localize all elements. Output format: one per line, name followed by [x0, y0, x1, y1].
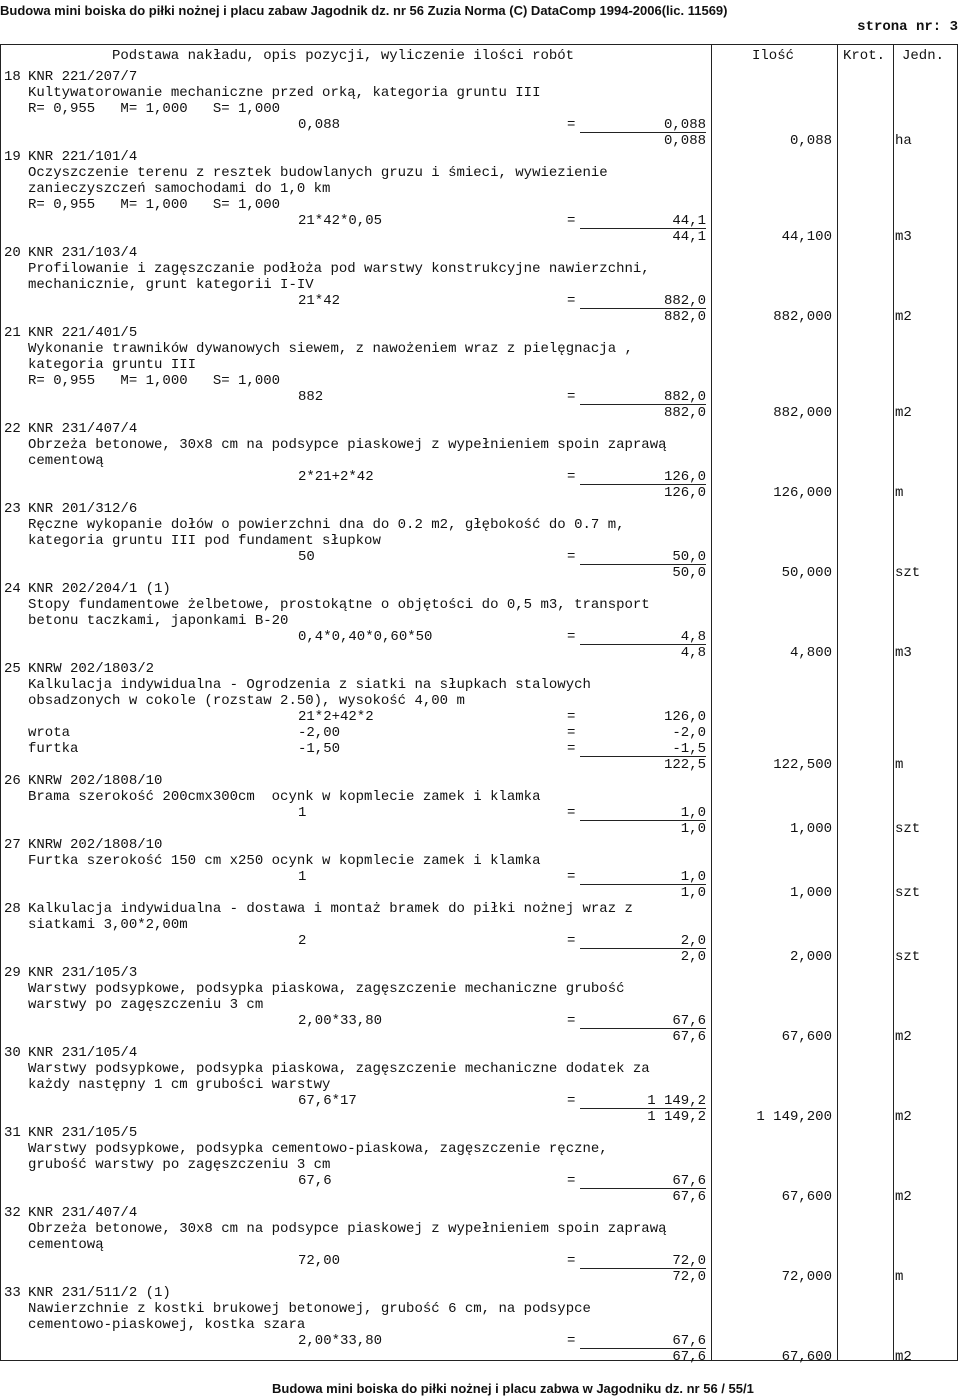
- item-code: KNRW 202/1808/10: [28, 773, 163, 789]
- item-number: 28: [4, 901, 21, 917]
- column-divider: [837, 45, 838, 1360]
- item-number: 32: [4, 1205, 21, 1221]
- item-description: Kultywatorowanie mechaniczne przed orką, kategoria gruntu III: [28, 85, 541, 101]
- item-unit: m2: [895, 309, 912, 325]
- item-description: cementową: [28, 1237, 104, 1253]
- item-description: Obrzeża betonowe, 30x8 cm na podsypce piaskowej z wypełnieniem spoin zaprawą: [28, 1221, 667, 1237]
- item-code: KNR 231/103/4: [28, 245, 138, 261]
- item-sum: 4,8: [680, 645, 706, 661]
- item-description: mechanicznie, grunt kategorii I-IV: [28, 277, 314, 293]
- item-number: 22: [4, 421, 21, 437]
- item-description: Wykonanie trawników dywanowych siewem, z nawożeniem wraz z pielęgnacja ,: [28, 341, 633, 357]
- item-unit: szt: [895, 565, 921, 581]
- calc-value: 72,0: [672, 1253, 706, 1269]
- calc-label: furtka: [28, 741, 79, 757]
- calc-equals: =: [567, 805, 576, 821]
- item-unit: m: [895, 757, 904, 773]
- item-unit: szt: [895, 949, 921, 965]
- column-header-description: Podstawa nakładu, opis pozycji, wyliczenie ilości robót: [112, 48, 575, 64]
- page-number: 3: [949, 19, 958, 35]
- calc-equals: =: [567, 1013, 576, 1029]
- calc-equals: =: [567, 1093, 576, 1109]
- item-unit: m3: [895, 229, 912, 245]
- item-code: KNR 231/407/4: [28, 1205, 138, 1221]
- item-description: kategoria gruntu III: [28, 357, 197, 373]
- page-footer: Budowa mini boiska do piłki nożnej i placu zabwa w Jagodniku dz. nr 56 / 55/1: [272, 1381, 754, 1396]
- item-description: R= 0,955 M= 1,000 S= 1,000: [28, 373, 281, 389]
- calc-equals: =: [567, 1173, 576, 1189]
- item-sum: 882,0: [663, 405, 706, 421]
- calc-expression: -2,00: [298, 725, 341, 741]
- calc-label: wrota: [28, 725, 71, 741]
- item-number: 19: [4, 149, 21, 165]
- calc-value: 1,0: [680, 805, 706, 821]
- item-description: cementowo-piaskowej, kostka szara: [28, 1317, 306, 1333]
- item-code: KNRW 202/1803/2: [28, 661, 155, 677]
- item-code: KNR 221/401/5: [28, 325, 138, 341]
- item-quantity: 1 149,200: [756, 1109, 832, 1125]
- item-code: KNR 231/105/3: [28, 965, 138, 981]
- item-quantity: 67,600: [781, 1189, 832, 1205]
- item-sum: 1 149,2: [647, 1109, 706, 1125]
- calc-equals: =: [567, 549, 576, 565]
- item-description: Ręczne wykopanie dołów o powierzchni dna do 0.2 m2, głębokość do 0.7 m,: [28, 517, 625, 533]
- item-number: 21: [4, 325, 21, 341]
- item-number: 18: [4, 69, 21, 85]
- item-number: 23: [4, 501, 21, 517]
- item-quantity: 72,000: [781, 1269, 832, 1285]
- item-description: obsadzonych w cokole (rozstaw 2.50), wysokość 4,00 m: [28, 693, 465, 709]
- item-unit: m: [895, 1269, 904, 1285]
- item-quantity: 1,000: [789, 821, 832, 837]
- calc-value: 126,0: [663, 469, 706, 485]
- item-quantity: 67,600: [781, 1029, 832, 1045]
- calc-value: 1 149,2: [647, 1093, 706, 1109]
- calc-expression: 21*42: [298, 293, 341, 309]
- item-description: betonu taczkami, japonkami B-20: [28, 613, 289, 629]
- item-description: Furtka szerokość 150 cm x250 ocynk w kopmlecie zamek i klamka: [28, 853, 541, 869]
- column-header-unit: Jedn.: [902, 48, 945, 64]
- calc-value: -1,5: [672, 741, 706, 757]
- item-unit: m2: [895, 1029, 912, 1045]
- calc-equals: =: [567, 213, 576, 229]
- calc-equals: =: [567, 629, 576, 645]
- item-code: KNR 231/105/4: [28, 1045, 138, 1061]
- calc-expression: 2: [298, 933, 307, 949]
- item-code: KNRW 202/1808/10: [28, 837, 163, 853]
- item-number: 24: [4, 581, 21, 597]
- item-description: Warstwy podsypkowe, podsypka piaskowa, zagęszczenie mechaniczne grubość: [28, 981, 625, 997]
- item-sum: 2,0: [680, 949, 706, 965]
- item-code: KNR 201/312/6: [28, 501, 138, 517]
- column-header-multiplier: Krot.: [843, 48, 886, 64]
- item-unit: m2: [895, 1109, 912, 1125]
- column-divider: [893, 45, 894, 1360]
- item-description: Profilowanie i zagęszczanie podłoża pod warstwy konstrukcyjne nawierzchni,: [28, 261, 650, 277]
- page-indicator: [857, 19, 958, 35]
- calc-value: 67,6: [672, 1333, 706, 1349]
- item-description: R= 0,955 M= 1,000 S= 1,000: [28, 101, 281, 117]
- item-unit: m3: [895, 645, 912, 661]
- item-sum: 122,5: [663, 757, 706, 773]
- item-number: 29: [4, 965, 21, 981]
- item-quantity: 44,100: [781, 229, 832, 245]
- calc-expression: 1: [298, 869, 307, 885]
- item-sum: 72,0: [672, 1269, 706, 1285]
- calc-equals: =: [567, 389, 576, 405]
- calc-value: 67,6: [672, 1013, 706, 1029]
- item-sum: 44,1: [672, 229, 706, 245]
- item-number: 20: [4, 245, 21, 261]
- item-description: siatkami 3,00*2,00m: [28, 917, 188, 933]
- item-description: Warstwy podsypkowe, podsypka piaskowa, zagęszczenie mechaniczne dodatek za: [28, 1061, 650, 1077]
- item-code: KNR 221/207/7: [28, 69, 138, 85]
- item-sum: 126,0: [663, 485, 706, 501]
- item-unit: m: [895, 485, 904, 501]
- calc-value: 126,0: [663, 709, 706, 725]
- item-description: Brama szerokość 200cmx300cm ocynk w kopmlecie zamek i klamka: [28, 789, 541, 805]
- calc-value: 44,1: [672, 213, 706, 229]
- calc-expression: 882: [298, 389, 324, 405]
- column-header-quantity: Ilość: [752, 48, 795, 64]
- calc-expression: 21*42*0,05: [298, 213, 383, 229]
- item-description: cementową: [28, 453, 104, 469]
- item-unit: m2: [895, 1189, 912, 1205]
- item-quantity: 126,000: [773, 485, 832, 501]
- item-code: KNR 221/101/4: [28, 149, 138, 165]
- item-code: Kalkulacja indywidualna - dostawa i montaż bramek do piłki nożnej wraz z: [28, 901, 633, 917]
- item-sum: 0,088: [663, 133, 706, 149]
- calc-expression: 21*2+42*2: [298, 709, 374, 725]
- project-title: Budowa mini boiska do piłki nożnej i placu zabaw Jagodnik dz. nr 56 Zuzia: [0, 3, 461, 18]
- calc-equals: =: [567, 117, 576, 133]
- calc-expression: 67,6*17: [298, 1093, 357, 1109]
- calc-equals: =: [567, 709, 576, 725]
- item-quantity: 50,000: [781, 565, 832, 581]
- item-sum: 67,6: [672, 1349, 706, 1365]
- calc-value: 2,0: [680, 933, 706, 949]
- document-title: [0, 3, 728, 18]
- page-label: strona nr:: [857, 19, 942, 35]
- calc-expression: 50: [298, 549, 315, 565]
- item-unit: szt: [895, 821, 921, 837]
- item-description: Stopy fundamentowe żelbetowe, prostokątne o objętości do 0,5 m3, transport: [28, 597, 650, 613]
- item-number: 33: [4, 1285, 21, 1301]
- item-description: warstwy po zagęszczeniu 3 cm: [28, 997, 264, 1013]
- item-sum: 67,6: [672, 1029, 706, 1045]
- item-unit: m2: [895, 405, 912, 421]
- item-number: 30: [4, 1045, 21, 1061]
- item-description: Kalkulacja indywidualna - Ogrodzenia z siatki na słupkach stalowych: [28, 677, 591, 693]
- item-quantity: 0,088: [789, 133, 832, 149]
- item-description: Obrzeża betonowe, 30x8 cm na podsypce piaskowej z wypełnieniem spoin zaprawą: [28, 437, 667, 453]
- item-code: KNR 231/407/4: [28, 421, 138, 437]
- calc-equals: =: [567, 725, 576, 741]
- calc-expression: 0,4*0,40*0,60*50: [298, 629, 433, 645]
- calc-expression: 72,00: [298, 1253, 341, 1269]
- item-description: każdy następny 1 cm grubości warstwy: [28, 1077, 331, 1093]
- item-sum: 67,6: [672, 1189, 706, 1205]
- calc-value: 0,088: [663, 117, 706, 133]
- item-unit: m2: [895, 1349, 912, 1365]
- calc-expression: -1,50: [298, 741, 341, 757]
- item-description: Warstwy podsypkowe, podsypka cementowo-piaskowa, zagęszczenie ręczne,: [28, 1141, 608, 1157]
- calc-expression: 0,088: [298, 117, 341, 133]
- item-description: Oczyszczenie terenu z resztek budowlanych gruzu i śmieci, wywiezienie: [28, 165, 608, 181]
- item-description: R= 0,955 M= 1,000 S= 1,000: [28, 197, 281, 213]
- calc-equals: =: [567, 869, 576, 885]
- item-description: kategoria gruntu III pod fundament słupkow: [28, 533, 381, 549]
- calc-value: 50,0: [672, 549, 706, 565]
- item-sum: 50,0: [672, 565, 706, 581]
- item-code: KNR 231/105/5: [28, 1125, 138, 1141]
- program-license: Norma (C) DataComp 1994-2006(lic. 11569): [464, 3, 728, 18]
- calc-expression: 2,00*33,80: [298, 1333, 383, 1349]
- calc-expression: 67,6: [298, 1173, 332, 1189]
- calc-equals: =: [567, 741, 576, 757]
- item-quantity: 882,000: [773, 309, 832, 325]
- calc-value: 4,8: [680, 629, 706, 645]
- item-quantity: 2,000: [789, 949, 832, 965]
- item-quantity: 1,000: [789, 885, 832, 901]
- item-number: 31: [4, 1125, 21, 1141]
- calc-value: -2,0: [672, 725, 706, 741]
- calc-expression: 2*21+2*42: [298, 469, 374, 485]
- item-number: 27: [4, 837, 21, 853]
- item-quantity: 882,000: [773, 405, 832, 421]
- calc-value: 882,0: [663, 389, 706, 405]
- item-description: zanieczyszczeń samochodami do 1,0 km: [28, 181, 331, 197]
- item-unit: ha: [895, 133, 912, 149]
- calc-expression: 1: [298, 805, 307, 821]
- item-number: 26: [4, 773, 21, 789]
- item-sum: 1,0: [680, 821, 706, 837]
- item-number: 25: [4, 661, 21, 677]
- item-quantity: 4,800: [789, 645, 832, 661]
- column-divider: [711, 45, 712, 1360]
- item-code: KNR 202/204/1 (1): [28, 581, 171, 597]
- calc-equals: =: [567, 1253, 576, 1269]
- calc-equals: =: [567, 1333, 576, 1349]
- calc-equals: =: [567, 469, 576, 485]
- item-sum: 882,0: [663, 309, 706, 325]
- calc-expression: 2,00*33,80: [298, 1013, 383, 1029]
- item-description: Nawierzchnie z kostki brukowej betonowej, grubość 6 cm, na podsypce: [28, 1301, 591, 1317]
- item-description: grubość warstwy po zagęszczeniu 3 cm: [28, 1157, 331, 1173]
- calc-value: 67,6: [672, 1173, 706, 1189]
- calc-equals: =: [567, 293, 576, 309]
- calc-value: 1,0: [680, 869, 706, 885]
- calc-equals: =: [567, 933, 576, 949]
- item-sum: 1,0: [680, 885, 706, 901]
- calc-value: 882,0: [663, 293, 706, 309]
- item-unit: szt: [895, 885, 921, 901]
- item-code: KNR 231/511/2 (1): [28, 1285, 171, 1301]
- item-quantity: 67,600: [781, 1349, 832, 1365]
- item-quantity: 122,500: [773, 757, 832, 773]
